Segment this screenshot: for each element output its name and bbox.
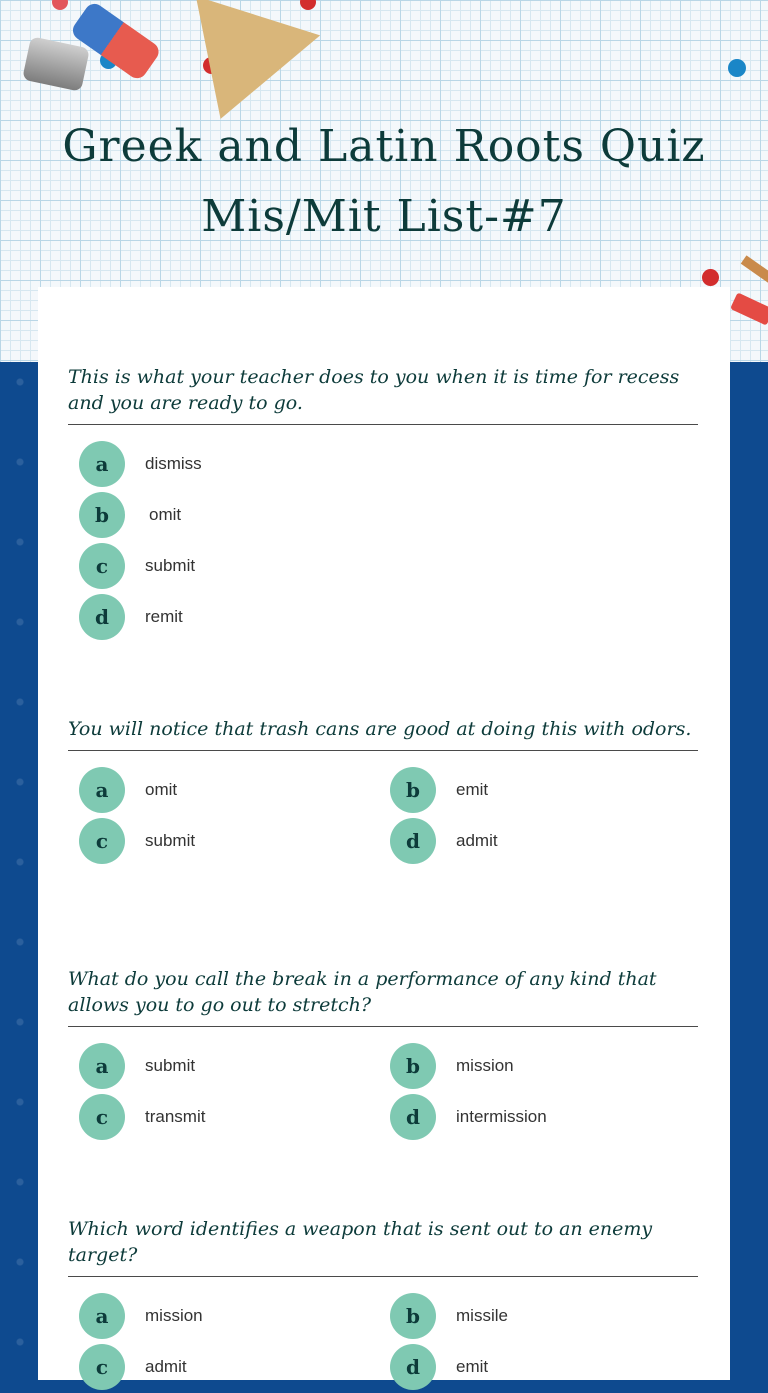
answer-option-b[interactable] <box>79 492 181 538</box>
option-label: submit <box>145 1056 196 1075</box>
option-letter-badge: a <box>79 1293 125 1339</box>
option-label: intermission <box>456 1107 547 1126</box>
option-letter-badge: a <box>79 767 125 813</box>
answer-options <box>68 1293 698 1393</box>
option-letter-badge: c <box>79 1344 125 1390</box>
question-text: This is what your teacher does to you when it is time for recess and you are ready to go. <box>68 364 698 425</box>
option-letter-badge: b <box>390 1293 436 1339</box>
blue-dot-decoration <box>728 59 746 77</box>
option-letter-badge: d <box>390 1094 436 1140</box>
answer-option-c[interactable] <box>79 818 195 864</box>
option-letter-badge: a <box>79 441 125 487</box>
option-letter-badge: b <box>390 767 436 813</box>
option-label: dismiss <box>145 454 202 473</box>
question-4 <box>68 1216 698 1393</box>
option-label: admit <box>145 1357 187 1376</box>
answer-option-d[interactable] <box>390 1344 488 1390</box>
option-letter-badge: b <box>79 492 125 538</box>
option-label: emit <box>456 780 489 799</box>
option-letter-badge: a <box>79 1043 125 1089</box>
option-label: remit <box>145 607 183 626</box>
question-text: You will notice that trash cans are good at doing this with odors. <box>68 716 698 751</box>
page-title <box>0 112 768 252</box>
option-letter-badge: d <box>390 818 436 864</box>
option-label: omit <box>149 505 182 524</box>
answer-option-b[interactable] <box>390 1043 514 1089</box>
option-letter-badge: c <box>79 818 125 864</box>
answer-option-a[interactable] <box>79 767 177 813</box>
answer-option-c[interactable] <box>79 543 195 589</box>
question-3 <box>68 966 698 1143</box>
option-label: missile <box>456 1306 508 1325</box>
option-letter-badge: d <box>79 594 125 640</box>
question-text: What do you call the break in a performance of any kind that allows you to go out to stretch? <box>68 966 698 1027</box>
answer-option-d[interactable] <box>390 1094 547 1140</box>
option-letter-badge: d <box>390 1344 436 1390</box>
red-dot-decoration <box>702 269 719 286</box>
answer-option-d[interactable] <box>79 594 183 640</box>
question-text: Which word identifies a weapon that is sent out to an enemy target? <box>68 1216 698 1277</box>
answer-option-c[interactable] <box>79 1344 187 1390</box>
option-letter-badge: b <box>390 1043 436 1089</box>
answer-option-a[interactable] <box>79 441 202 487</box>
question-2 <box>68 716 698 867</box>
title-line-2: Mis/Mit List-#7 <box>201 191 567 242</box>
option-label: mission <box>456 1056 514 1075</box>
option-label: omit <box>145 780 178 799</box>
option-label: transmit <box>145 1107 206 1126</box>
answer-option-c[interactable] <box>79 1094 205 1140</box>
answer-options <box>68 1043 698 1143</box>
option-label: mission <box>145 1306 203 1325</box>
option-label: submit <box>145 831 196 850</box>
option-letter-badge: c <box>79 1094 125 1140</box>
option-letter-badge: c <box>79 543 125 589</box>
answer-option-b[interactable] <box>390 767 488 813</box>
answer-option-a[interactable] <box>79 1043 195 1089</box>
option-label: emit <box>456 1357 489 1376</box>
answer-options <box>68 441 698 641</box>
option-label: admit <box>456 831 498 850</box>
answer-option-a[interactable] <box>79 1293 203 1339</box>
quiz-card <box>38 287 730 1380</box>
answer-options <box>68 767 698 867</box>
option-label: submit <box>145 556 196 575</box>
title-line-1: Greek and Latin Roots Quiz <box>62 121 706 172</box>
question-1 <box>68 364 698 641</box>
answer-option-b[interactable] <box>390 1293 508 1339</box>
answer-option-d[interactable] <box>390 818 498 864</box>
